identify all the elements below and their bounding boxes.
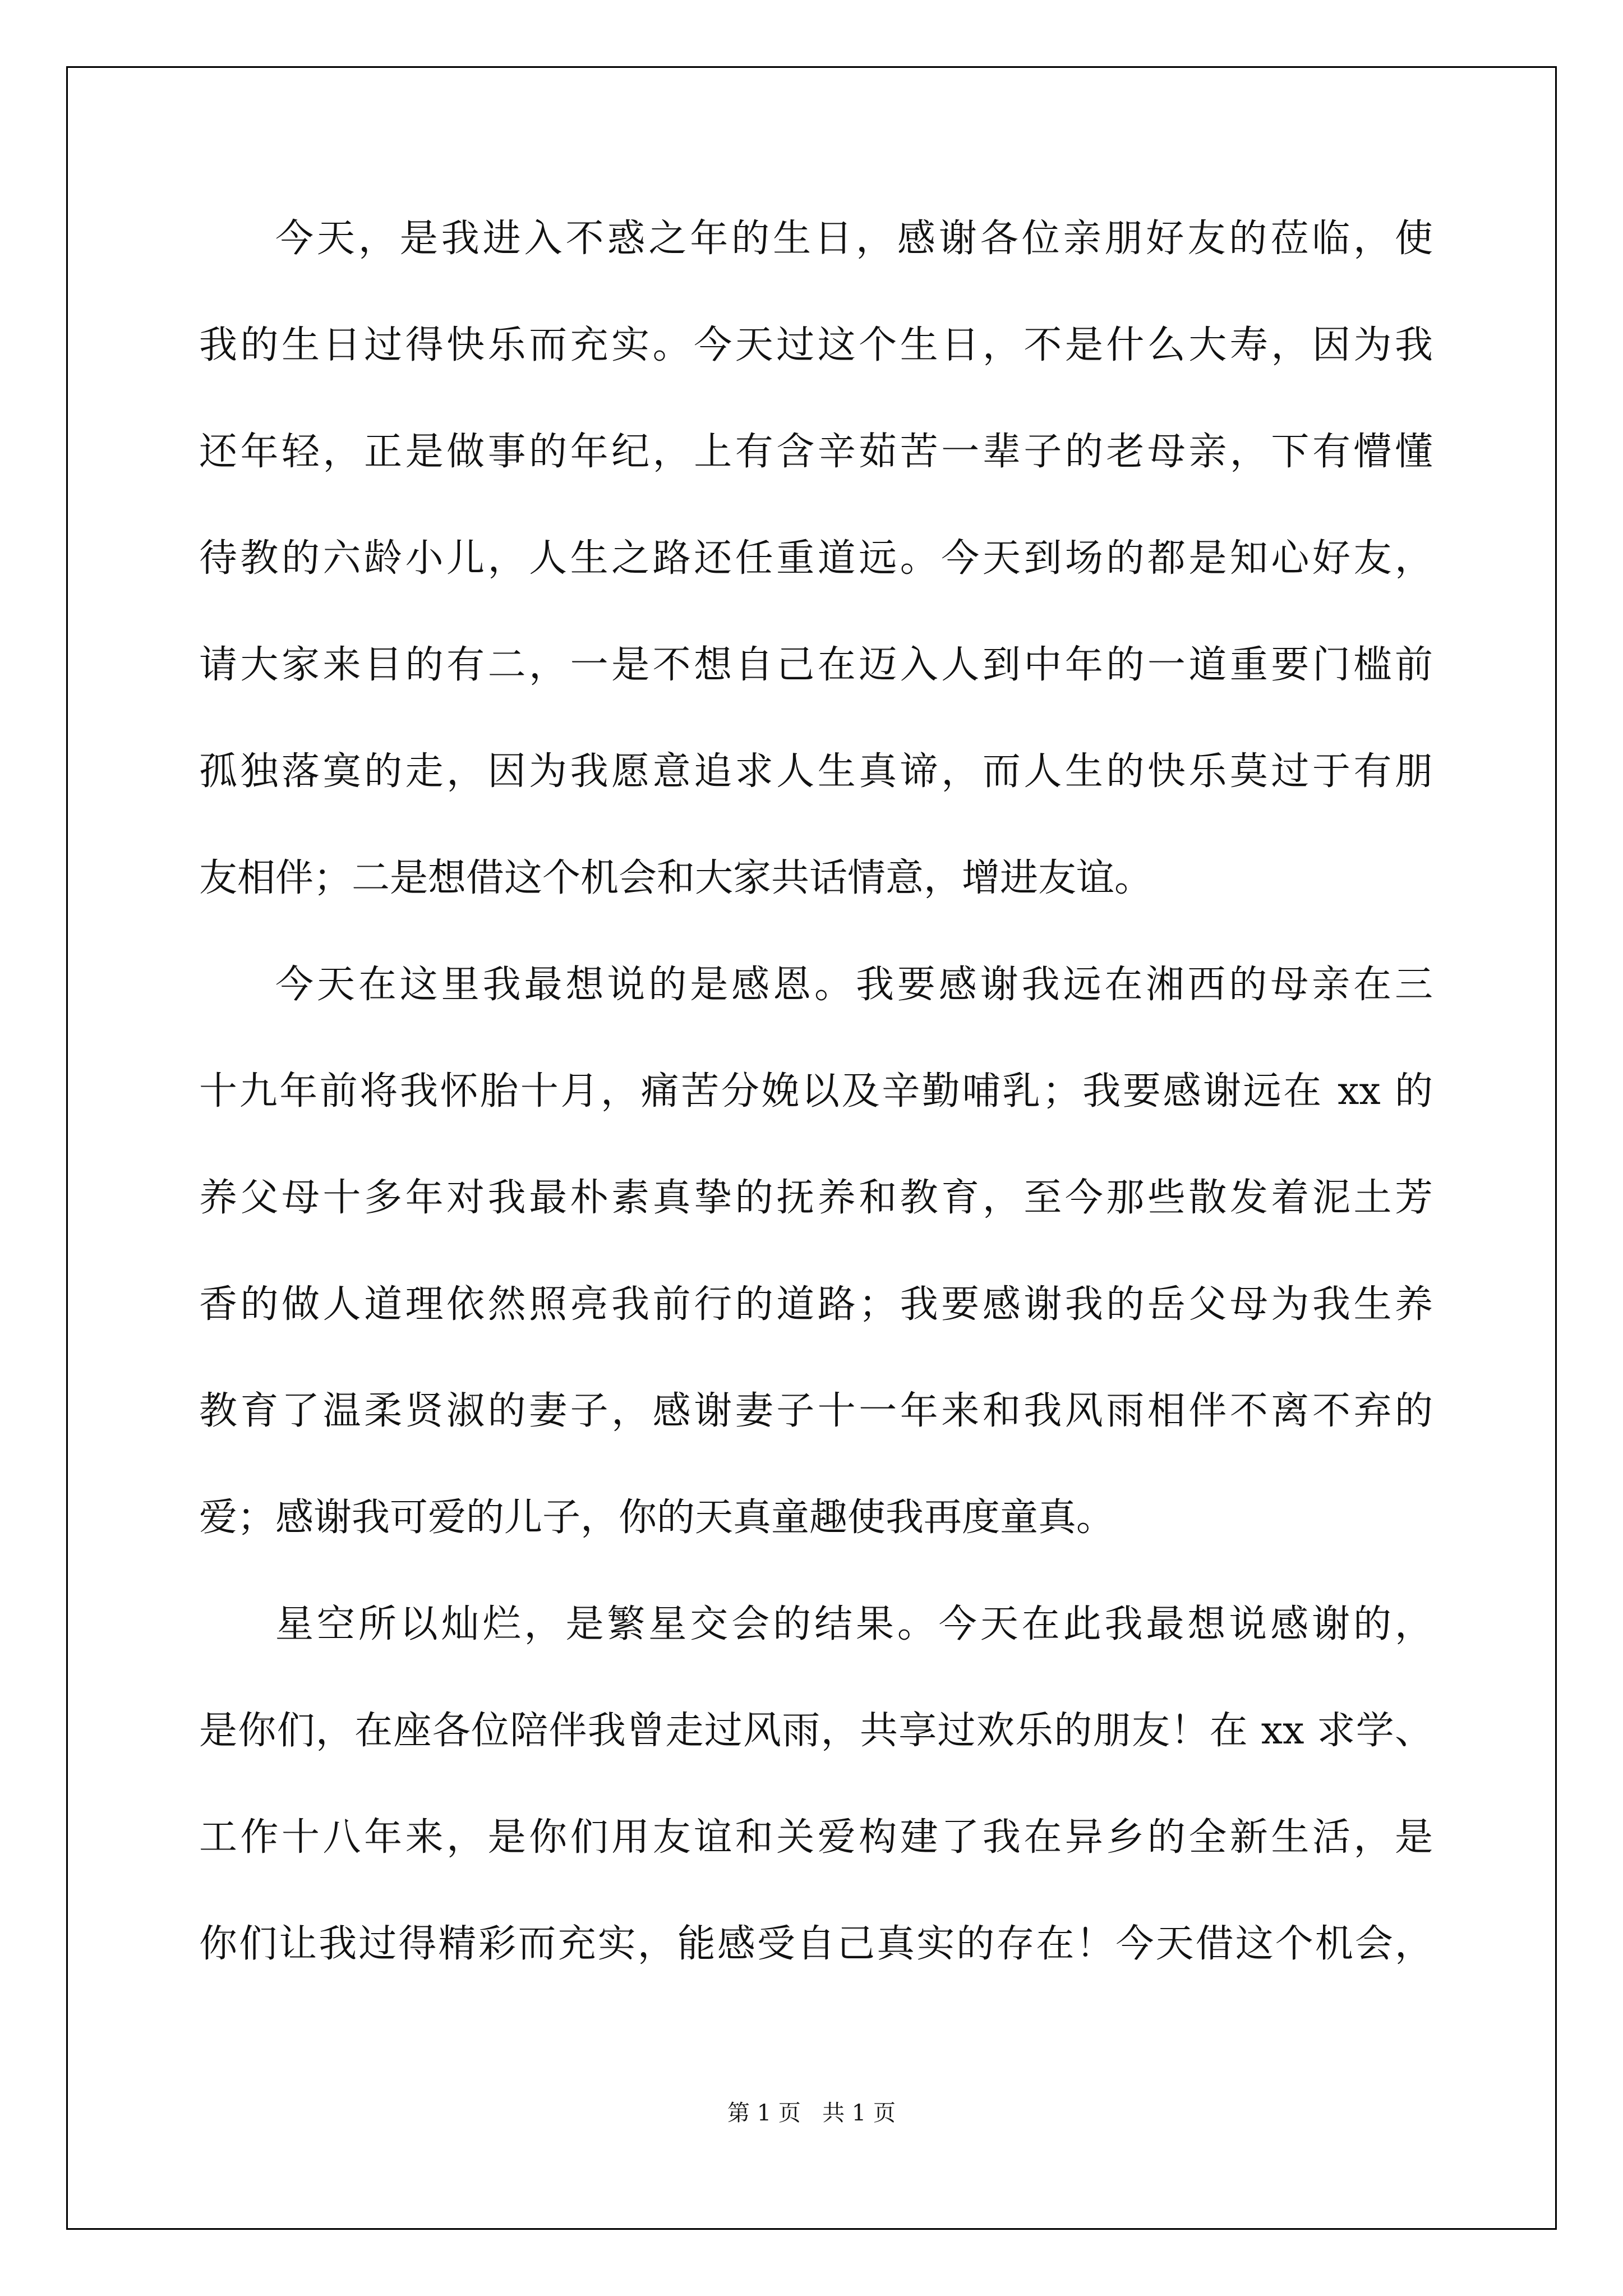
paragraph-2-line-4: 香的做人道理依然照亮我前行的道路；我要感谢我的岳父母为我生养 (199, 1282, 1433, 1327)
paragraph-3-line-3: 工作十八年来，是你们用友谊和关爱构建了我在异乡的全新生活，是 (199, 1815, 1433, 1860)
page-border (66, 66, 1557, 2230)
page-footer: 第 1 页 共 1 页 (727, 2100, 896, 2126)
paragraph-1-line-3: 还年轻，正是做事的年纪，上有含辛茹苦一辈子的老母亲，下有懵懂 (199, 430, 1433, 474)
paragraph-2-line-3: 养父母十多年对我最朴素真挚的抚养和教育，至今那些散发着泥土芳 (199, 1176, 1433, 1220)
paragraph-3-line-4: 你们让我过得精彩而充实，能感受自己真实的存在！今天借这个机会， (199, 1922, 1433, 1966)
paragraph-1-line-1: 今天，是我进入不惑之年的生日，感谢各位亲朋好友的莅临，使 (275, 217, 1433, 261)
paragraph-2-line-2: 十九年前将我怀胎十月，痛苦分娩以及辛勤哺乳；我要感谢远在 xx 的 (199, 1069, 1433, 1114)
paragraph-2-line-5: 教育了温柔贤淑的妻子，感谢妻子十一年来和我风雨相伴不离不弃的 (199, 1389, 1433, 1433)
paragraph-1-line-6: 孤独落寞的走，因为我愿意追求人生真谛，而人生的快乐莫过于有朋 (199, 749, 1433, 794)
paragraph-1-line-2: 我的生日过得快乐而充实。今天过这个生日，不是什么大寿，因为我 (199, 323, 1433, 367)
paragraph-1-line-7: 友相伴；二是想借这个机会和大家共话情意，增进友谊。 (199, 856, 1153, 900)
paragraph-3-line-1: 星空所以灿烂，是繁星交会的结果。今天在此我最想说感谢的， (275, 1602, 1433, 1646)
paragraph-1-line-5: 请大家来目的有二，一是不想自己在迈入人到中年的一道重要门槛前 (199, 643, 1433, 687)
paragraph-3-line-2: 是你们，在座各位陪伴我曾走过风雨，共享过欢乐的朋友！在 xx 求学、 (199, 1709, 1433, 1753)
paragraph-2-line-1: 今天在这里我最想说的是感恩。我要感谢我远在湘西的母亲在三 (275, 963, 1433, 1007)
paragraph-2-line-6: 爱；感谢我可爱的儿子，你的天真童趣使我再度童真。 (199, 1496, 1115, 1540)
paragraph-1-line-4: 待教的六龄小儿，人生之路还任重道远。今天到场的都是知心好友， (199, 536, 1433, 581)
